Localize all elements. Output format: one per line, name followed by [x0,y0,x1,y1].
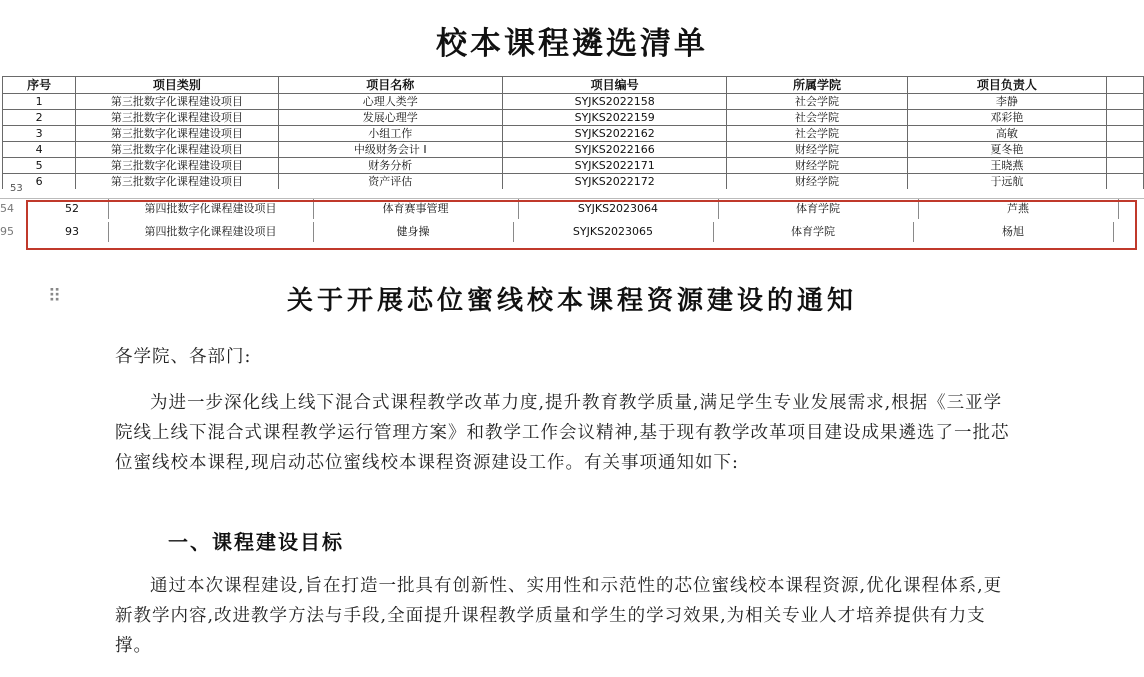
table-row[interactable] [3,126,1144,142]
table-cell: 社会学院 [727,110,907,126]
table-cell: SYJKS2022171 [502,158,727,174]
table-cell-empty [1107,142,1144,158]
table-cell: 6 [3,174,76,190]
table-cell: 1 [3,94,76,110]
table-cell: 心理人类学 [278,94,502,110]
row-number: 95 [0,225,14,238]
table-cell-empty [1107,158,1144,174]
header-cell: 项目类别 [76,77,278,94]
table-cell: 2 [3,110,76,126]
table-cell: 中级财务会计 I [278,142,502,158]
table-cell: 第三批数字化课程建设项目 [76,142,278,158]
table-cell: 高敏 [907,126,1107,142]
table-row[interactable] [3,94,1144,110]
table-cell: 李静 [907,94,1107,110]
table-cell: SYJKS2022159 [502,110,727,126]
table-cell: 社会学院 [727,94,907,110]
table-cell: 社会学院 [727,126,907,142]
table-header-row [3,77,1144,94]
table-row[interactable] [3,142,1144,158]
paragraph: 通过本次课程建设,旨在打造一批具有创新性、实用性和示范性的芯位蜜线校本课程资源,优化课程体系,更新教学内容,改进教学方法与手段,全面提升课程教学质量和学生的学习效果,为相关专业人才培养提供有力支撑。 [115,576,1003,656]
table-cell: SYJKS2022162 [502,126,727,142]
header-cell: 项目负责人 [907,77,1107,94]
header-cell: 所属学院 [727,77,907,94]
cell-index: 93 [36,222,109,242]
table-cell: 于远航 [907,174,1107,190]
row-number: 54 [0,202,14,215]
table-cell: 4 [3,142,76,158]
table-cell: SYJKS2022166 [502,142,727,158]
header-cell: 项目名称 [278,77,502,94]
table-cell: 发展心理学 [278,110,502,126]
cell-category: 第四批数字化课程建设项目 [108,222,314,242]
course-table [2,76,1144,190]
highlight-frame [26,200,1137,250]
table-cell: 第三批数字化课程建设项目 [76,174,278,190]
header-cell: 序号 [3,77,76,94]
table-cell: 王晓燕 [907,158,1107,174]
table-row[interactable] [3,174,1144,190]
scrolled-row-fragment: 53 [0,189,1144,199]
cell-index: 52 [36,199,109,219]
table-cell: SYJKS2022158 [502,94,727,110]
document-title: 关于开展芯位蜜线校本课程资源建设的通知 [286,286,857,316]
section-heading: 一、课程建设目标 [168,530,344,554]
table-cell: 财务分析 [278,158,502,174]
table-cell: 第三批数字化课程建设项目 [76,110,278,126]
table-cell: 财经学院 [727,142,907,158]
table-cell: 3 [3,126,76,142]
table-cell: 资产评估 [278,174,502,190]
table-cell: SYJKS2022172 [502,174,727,190]
cell-course-code: SYJKS2023064 [518,199,719,219]
table-cell-empty [1107,174,1144,190]
table-cell: 小组工作 [278,126,502,142]
cell-course-name: 体育赛事管理 [313,199,519,219]
paragraph: 为进一步深化线上线下混合式课程教学改革力度,提升教育教学质量,满足学生专业发展需求,根据《三亚学院线上线下混合式课程教学运行管理方案》和教学工作会议精神,基于现有教学改革项目建设成果遴选了一批芯位蜜线校本课程,现启动芯位蜜线校本课程资源建设工作。有关事项通知如下: [115,393,1010,473]
cell-college: 体育学院 [718,199,919,219]
table-cell: 夏冬艳 [907,142,1107,158]
cell-category: 第四批数字化课程建设项目 [108,199,314,219]
salutation: 各学院、各部门: [115,347,252,367]
cell-college: 体育学院 [713,222,914,242]
table-row[interactable] [3,158,1144,174]
table-cell: 5 [3,158,76,174]
cell-owner: 芦燕 [918,199,1119,219]
cell-course-code: SYJKS2023065 [513,222,714,242]
table-cell-empty [1107,94,1144,110]
cell-owner: 杨旭 [913,222,1114,242]
header-cell: 项目编号 [502,77,727,94]
header-cell-empty [1107,77,1144,94]
sheet-title: 校本课程遴选清单 [436,26,708,62]
table-cell: 第三批数字化课程建设项目 [76,126,278,142]
table-cell: 第三批数字化课程建设项目 [76,94,278,110]
cell-course-name: 健身操 [313,222,514,242]
table-row[interactable] [3,110,1144,126]
table-cell: 财经学院 [727,158,907,174]
drag-handle-icon[interactable]: ⠿ [48,286,60,307]
table-cell: 邓彩艳 [907,110,1107,126]
table-cell-empty [1107,126,1144,142]
table-cell-empty [1107,110,1144,126]
table-cell: 财经学院 [727,174,907,190]
table-cell: 第三批数字化课程建设项目 [76,158,278,174]
